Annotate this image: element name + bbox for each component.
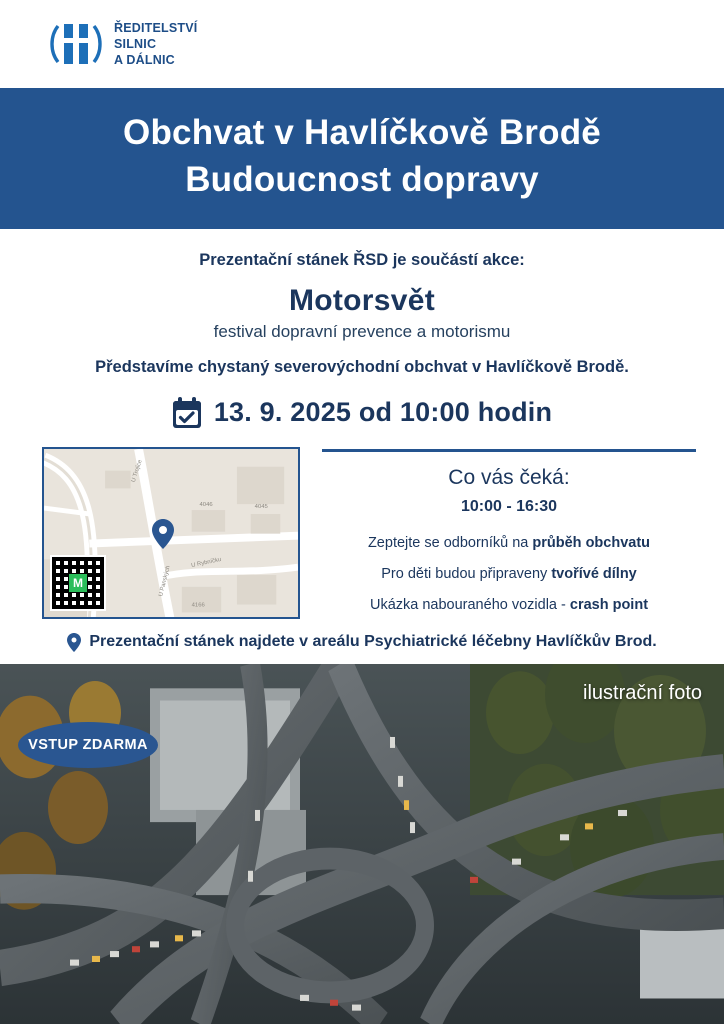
list-item-prefix: Pro děti budou připraveny	[381, 565, 552, 582]
info-column	[322, 447, 696, 627]
calendar-check-icon	[172, 397, 202, 429]
org-line-2: SILNIC	[114, 37, 157, 51]
svg-text:4166: 4166	[191, 602, 205, 609]
event-description: Představíme chystaný severovýchodní obchvat v Havlíčkově Brodě.	[95, 357, 629, 376]
location-text: Prezentační stánek najdete v areálu Psychiatrické léčebny Havlíčkův Brod.	[89, 633, 657, 651]
event-date-row	[0, 397, 724, 429]
list-item	[322, 596, 696, 614]
org-line-3: A DÁLNIC	[114, 53, 175, 67]
title-band	[0, 88, 724, 229]
list-item-prefix: Ukázka nabouraného vozidla -	[369, 596, 570, 613]
svg-text:U Trojice: U Trojice	[130, 458, 144, 483]
svg-text:U Panských: U Panských	[158, 564, 172, 597]
info-list	[322, 534, 696, 614]
info-heading: Co vás čeká:	[448, 465, 570, 489]
rsd-logo-icon	[48, 18, 104, 70]
list-item-bold: tvořívé dílny	[551, 565, 637, 582]
poster-header	[0, 0, 724, 88]
list-item	[322, 565, 696, 583]
intro-section	[0, 229, 724, 377]
location-line	[0, 633, 724, 664]
free-entry-badge: VSTUP ZDARMA	[18, 722, 158, 768]
location-map[interactable]	[42, 447, 300, 619]
map-pin-icon	[152, 519, 174, 554]
map-pin-icon	[67, 633, 81, 652]
poster-title-line-1: Obchvat v Havlíčkově Brodě	[123, 113, 601, 152]
qr-code-center-label: M	[69, 574, 87, 592]
list-item-bold: průběh obchvatu	[532, 534, 651, 551]
svg-text:4045: 4045	[254, 503, 268, 510]
illustrative-photo	[0, 664, 724, 1024]
info-hours: 10:00 - 16:30	[460, 497, 558, 515]
svg-text:4046: 4046	[199, 501, 213, 508]
poster-title-line-2: Budoucnost dopravy	[185, 160, 539, 200]
middle-section	[0, 429, 724, 627]
event-subtitle: festival dopravní prevence a motorismu	[213, 321, 511, 341]
event-name: Motorsvět	[288, 283, 436, 317]
list-item-prefix: Zeptejte se odborníků na	[367, 534, 533, 551]
divider	[322, 449, 696, 452]
event-date-text: 13. 9. 2025 od 10:00 hodin	[213, 397, 553, 428]
photo-caption: ilustrační foto	[583, 681, 702, 704]
svg-text:U Rybníčku: U Rybníčku	[190, 556, 222, 569]
part-of-text: Prezentační stánek ŘSD je součástí akce:	[199, 250, 525, 269]
list-item	[322, 534, 696, 552]
organization-logo	[48, 18, 197, 70]
qr-code[interactable]	[50, 555, 106, 611]
org-line-1: ŘEDITELSTVÍ	[114, 21, 198, 35]
organization-name	[114, 20, 197, 68]
list-item-bold: crash point	[569, 596, 649, 613]
